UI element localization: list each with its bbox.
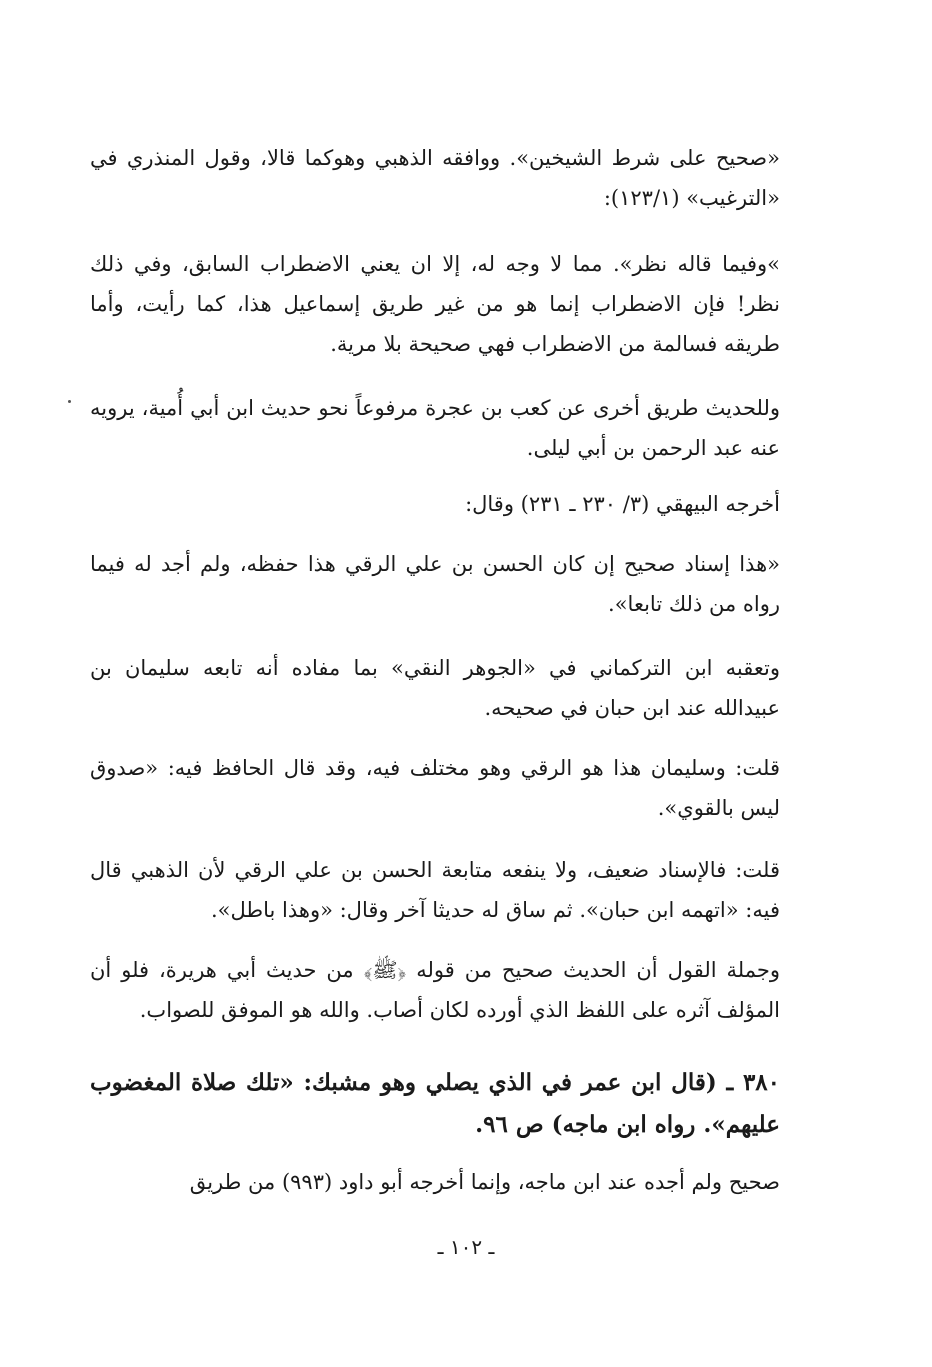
paragraph-bayhaqi-takhrij: أخرجه البيهقي (٣/ ٢٣٠ ـ ٢٣١) وقال: xyxy=(465,492,780,516)
paragraph-isnad-weak: قلت: فالإسناد ضعيف، ولا ينفعه متابعة الحسن بن علي الرقي لأن الذهبي قال فيه: «اتهمه ابن حبان». ثم ساق له حديثا آخر وقال: «وهذا باطل». xyxy=(90,858,780,922)
paragraph-another-route: وللحديث طريق أخرى عن كعب بن عجرة مرفوعاً نحو حديث ابن أبي أُمية، يرويه عنه عبد الرحمن بن أبي ليلى. xyxy=(90,396,780,460)
paragraph-idtirab-discussion: »وفيما قاله نظر». مما لا وجه له، إلا ان يعني الاضطراب السابق، وفي ذلك نظر! فإن الاضطراب إنما هو من غير طريق إسماعيل هذا، كما رأيت، وأما طريقه فسالمة من الاضطراب فهي صحيحة بلا مرية. xyxy=(90,252,780,356)
page-number: ـ ١٠٢ ـ xyxy=(437,1235,495,1259)
hadith-380-heading: ٣٨٠ ـ (قال ابن عمر في الذي يصلي وهو مشبك: «تلك صلاة المغضوب عليهم». رواه ابن ماجه) ص ٩٦. xyxy=(90,1069,780,1138)
paragraph-hadith-380-grading: صحيح ولم أجده عند ابن ماجه، وإنما أخرجه أبو داود (٩٩٣) من طريق xyxy=(189,1170,780,1194)
paragraph-mundhiri-quote: «صحيح على شرط الشيخين». ووافقه الذهبي وهوكما قالا، وقول المنذري في «الترغيب» (١٢٣/١): xyxy=(90,146,780,210)
paragraph-sulayman-note: قلت: وسليمان هذا هو الرقي وهو مختلف فيه، وقد قال الحافظ فيه: «صدوق ليس بالقوي». xyxy=(90,756,780,820)
paragraph-ibn-turkmani: وتعقبه ابن التركماني في «الجوهر النقي» بما مفاده أنه تابعه سليمان بن عبيدالله عند ابن حبان في صحيحه. xyxy=(90,656,780,720)
paragraph-conclusion: وجملة القول أن الحديث صحيح من قوله ﴿ﷺ﴾ من حديث أبي هريرة، فلو أن المؤلف آثره على اللفظ الذي أورده لكان أصاب. والله هو الموفق للصواب. xyxy=(90,958,780,1022)
paragraph-bayhaqi-quote: «هذا إسناد صحيح إن كان الحسن بن علي الرقي هذا حفظه، ولم أجد له فيما رواه من ذلك تابعا». xyxy=(90,552,780,616)
scan-speck xyxy=(68,400,71,403)
